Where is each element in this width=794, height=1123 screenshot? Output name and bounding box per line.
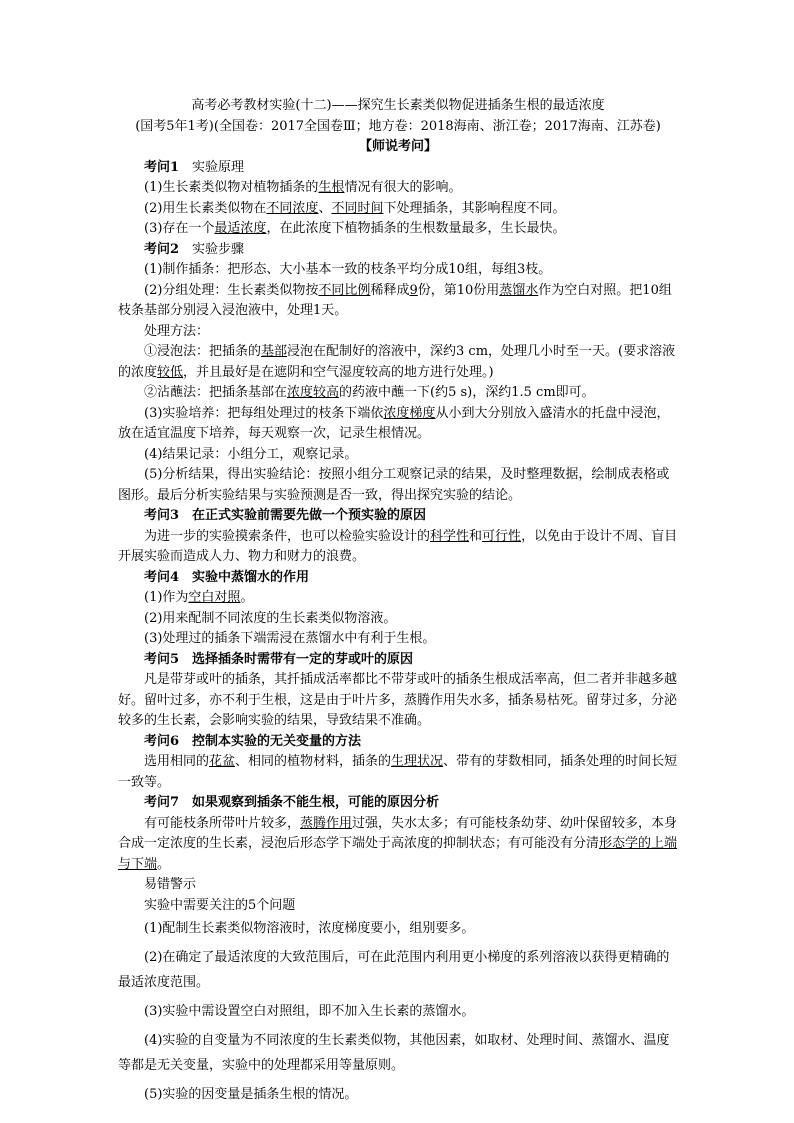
section-title: 【师说考问】: [358, 139, 437, 154]
kw3-heading: 考问3 在正式实验前需要先做一个预实验的原因: [144, 508, 427, 523]
kw2-method-2: ②沾蘸法：把插条基部在浓度较高的药液中蘸一下(约5 s)，深约1.5 cm即可。: [144, 385, 595, 400]
warning-item-1: (1)配制生长素类似物溶液时，浓度梯度要小，组别要多。: [144, 921, 475, 936]
kw7-heading: 考问7 如果观察到插条不能生根，可能的原因分析: [144, 795, 440, 810]
warning-item-5: (5)实验的因变量是插条生根的情况。: [144, 1087, 358, 1102]
kw1-item-2: (2)用生长素类似物在不同浓度、不同时间下处理插条，其影响程度不同。: [144, 200, 566, 216]
warning-item-3: (3)实验中需设置空白对照组，即不加入生长素的蒸馏水。: [144, 1004, 475, 1019]
kw6-heading: 考问6 控制本实验的无关变量的方法: [144, 733, 362, 749]
warning-list: [118, 916, 678, 1107]
kw3-text: 为进一步的实验摸索条件，也可以检验实验设计的科学性和可行性，以免由于设计不周、盲目开展实验而造成人力、物力和财力的浪费。: [118, 528, 678, 564]
kw7-text: 有可能枝条所带叶片较多，蒸腾作用过强，失水太多；有可能枝条幼芽、幼叶保留较多，本身合成一定浓度的生长素，浸泡后形态学下端处于高浓度的抑制状态；有可能没有分清形态学的上端与下端。: [118, 815, 678, 872]
warning-item-2: (2)在确定了最适浓度的大致范围后，可在此范围内利用更小梯度的系列溶液以获得更精确的最适浓度范围。: [118, 950, 670, 990]
warning-subtitle: 实验中需要关注的5个问题: [144, 897, 296, 913]
kw2-item-4: (4)结果记录：小组分工，观察记录。: [144, 446, 358, 462]
kw2-method-1: ①浸泡法：把插条的基部浸泡在配制好的溶液中，深约3 cm，处理几小时至一天。(要求溶液的浓度较低，并且最好是在遮阴和空气湿度较高的地方进行处理。): [118, 344, 676, 380]
warning-title: 易错警示: [144, 877, 197, 892]
kw2-item-2: (2)分组处理：生长素类似物按不同比例稀释成9份，第10份用蒸馏水作为空白对照。把10组枝条基部分别浸入浸泡液中，处理1天。: [118, 282, 672, 318]
warning-item-4: (4)实验的自变量为不同浓度的生长素类似物，其他因素，如取材、处理时间、蒸馏水、温度等都是无关变量，实验中的处理都采用等量原则。: [118, 1033, 670, 1073]
kw4-item-2: (2)用来配制不同浓度的生长素类似物溶液。: [144, 610, 397, 626]
document-page: [118, 96, 678, 1111]
kw2-method-label: 处理方法：: [144, 323, 210, 339]
kw6-text: 选用相同的花盆、相同的植物材料，插条的生理状况、带有的芽数相同，插条处理的时间长短一致等。: [118, 754, 678, 790]
kw4-item-1: (1)作为空白对照。: [144, 590, 254, 605]
kw2-item-5: (5)分析结果，得出实验结论：按照小组分工观察记录的结果，及时整理数据，绘制成表格或图形。最后分析实验结果与实验预测是否一致，得出探究实验的结论。: [118, 467, 670, 503]
kw2-item-1: (1)制作插条：把形态、大小基本一致的枝条平均分成10组，每组3枝。: [144, 262, 552, 277]
kw1-item-1: (1)生长素类似物对植物插条的生根情况有很大的影响。: [144, 180, 462, 195]
kw1-heading: 考问1 实验原理: [144, 159, 245, 175]
kw2-item-3: (3)实验培养：把每组处理过的枝条下端依浓度梯度从小到大分别放入盛清水的托盘中浸泡，放在适宜温度下培养，每天观察一次，记录生根情况。: [118, 405, 670, 441]
kw5-heading: 考问5 选择插条时需带有一定的芽或叶的原因: [144, 651, 414, 667]
kw2-heading: 考问2 实验步骤: [144, 241, 245, 257]
kw1-item-3: (3)存在一个最适浓度，在此浓度下植物插条的生根数量最多，生长最快。: [144, 221, 566, 236]
page-title: 高考必考教材实验(十二)——探究生长素类似物促进插条生根的最适浓度: [191, 98, 605, 113]
kw4-heading: 考问4 实验中蒸馏水的作用: [144, 569, 310, 585]
kw4-item-3: (3)处理过的插条下端需浸在蒸馏水中有利于生根。: [144, 631, 436, 646]
exam-source: (国考5年1考)(全国卷：2017全国卷Ⅲ；地方卷：2018海南、浙江卷；2017海南、江苏卷): [135, 118, 661, 134]
kw5-text: 凡是带芽或叶的插条，其扦插成活率都比不带芽或叶的插条生根成活率高，但二者并非越多越好。留叶过多，亦不利于生根，这是由于叶片多，蒸腾作用失水多，插条易枯死。留芽过多，分泌较多的生长素，会影响实验的结果，导致结果不准确。: [118, 672, 678, 728]
